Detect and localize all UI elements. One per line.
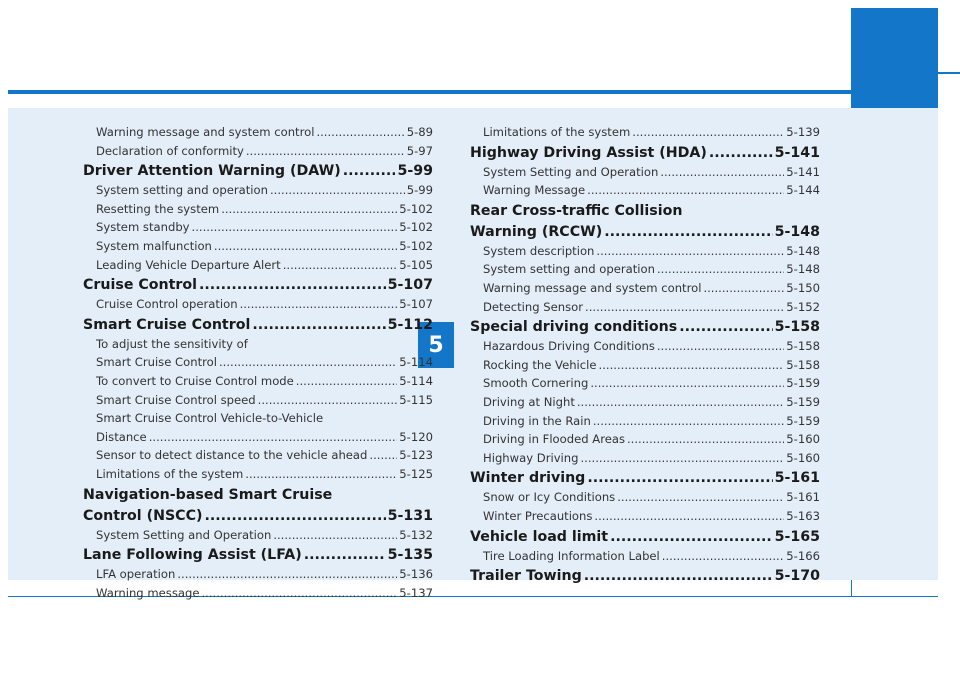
toc-page-number: 5-115 xyxy=(399,392,433,407)
toc-leader-dots xyxy=(221,200,397,219)
toc-subentry[interactable] xyxy=(470,374,820,393)
toc-entry-title: Distance xyxy=(96,429,147,444)
toc-leader-dots xyxy=(245,465,397,484)
toc-page-number: 5-152 xyxy=(786,299,820,314)
toc-entry-title: Smart Cruise Control xyxy=(96,355,217,370)
toc-leader-dots xyxy=(599,356,785,375)
toc-section-line[interactable]: Navigation-based Smart Cruise xyxy=(83,486,333,503)
toc-entry-title: System setting and operation xyxy=(96,183,268,198)
toc-leader-dots xyxy=(343,162,396,181)
toc-entry-title: System standby xyxy=(96,220,190,235)
toc-section-entry[interactable] xyxy=(470,318,820,337)
toc-page-number: 5-125 xyxy=(399,466,433,481)
toc-page-number: 5-150 xyxy=(786,280,820,295)
toc-subentry[interactable] xyxy=(470,507,820,526)
toc-subentry[interactable] xyxy=(470,163,820,182)
toc-leader-dots xyxy=(587,469,772,488)
toc-page-number: 5-160 xyxy=(786,450,820,465)
toc-page-number: 5-97 xyxy=(406,143,433,158)
toc-page-number: 5-161 xyxy=(786,490,820,505)
toc-leader-dots xyxy=(177,565,397,584)
toc-page-number: 5-89 xyxy=(406,125,433,139)
toc-page-number: 5-131 xyxy=(387,507,433,524)
toc-subentry[interactable] xyxy=(470,430,820,449)
toc-section-entry[interactable] xyxy=(470,144,820,163)
toc-leader-dots xyxy=(149,428,398,447)
toc-entry-title: Tire Loading Information Label xyxy=(483,548,660,563)
toc-subentry[interactable] xyxy=(470,279,820,298)
toc-subentry[interactable] xyxy=(83,565,433,584)
toc-page-number: 5-170 xyxy=(774,568,820,585)
toc-entry-title: LFA operation xyxy=(96,567,176,582)
chapter-tab: 5 xyxy=(418,322,454,368)
toc-entry-title: Warning message and system control xyxy=(96,125,315,139)
toc-subentry[interactable] xyxy=(470,449,820,468)
toc-subentry[interactable] xyxy=(83,372,433,391)
toc-leader-dots xyxy=(596,242,784,261)
toc-section-entry[interactable] xyxy=(470,528,820,547)
toc-leader-dots xyxy=(585,298,784,317)
toc-entry-title: Driving in Flooded Areas xyxy=(483,432,625,447)
toc-leader-dots xyxy=(199,276,386,295)
toc-leader-dots xyxy=(660,163,784,182)
toc-page-number: 5-132 xyxy=(399,527,433,542)
toc-page-number: 5-141 xyxy=(786,164,820,179)
toc-leader-dots xyxy=(252,316,385,335)
toc-column-left xyxy=(83,123,433,602)
toc-page-number: 5-148 xyxy=(786,243,820,258)
toc-entry-title: Hazardous Driving Conditions xyxy=(483,339,655,354)
header-rule xyxy=(8,90,938,94)
toc-subentry[interactable] xyxy=(83,428,433,447)
toc-leader-dots xyxy=(632,123,784,142)
toc-page-number: 5-123 xyxy=(399,448,433,463)
toc-subentry[interactable] xyxy=(470,412,820,431)
toc-page-number: 5-112 xyxy=(387,316,433,333)
toc-entry-title: Smooth Cornering xyxy=(483,376,589,391)
toc-entry-title: Smart Cruise Control xyxy=(83,316,251,333)
toc-subentry[interactable] xyxy=(470,337,820,356)
toc-entry-title: System malfunction xyxy=(96,238,212,253)
toc-entry-title: Declaration of conformity xyxy=(96,143,244,158)
toc-leader-dots xyxy=(201,584,397,603)
toc-leader-dots xyxy=(593,412,784,431)
toc-leader-dots xyxy=(369,446,397,465)
toc-leader-dots xyxy=(283,256,398,275)
toc-section-entry[interactable] xyxy=(470,223,820,242)
toc-section-entry[interactable] xyxy=(470,469,820,488)
toc-page-number: 5-163 xyxy=(786,508,820,523)
toc-section-entry[interactable] xyxy=(83,507,433,526)
toc-section-entry[interactable] xyxy=(83,162,433,181)
toc-page-number: 5-158 xyxy=(786,357,820,372)
toc-entry-title: Highway Driving xyxy=(483,450,579,465)
toc-section-entry[interactable] xyxy=(83,546,433,565)
toc-entry-title: Warning (RCCW) xyxy=(470,223,603,240)
toc-entry-title: Resetting the system xyxy=(96,201,220,216)
toc-entry-title: System Setting and Operation xyxy=(483,164,659,179)
toc-page-number: 5-148 xyxy=(774,223,820,240)
toc-subentry[interactable] xyxy=(470,356,820,375)
toc-subentry[interactable] xyxy=(83,256,433,275)
toc-page-number: 5-99 xyxy=(397,163,433,180)
toc-subentry[interactable] xyxy=(470,488,820,507)
toc-page-number: 5-160 xyxy=(786,432,820,447)
toc-page-number: 5-165 xyxy=(774,528,820,545)
toc-leader-dots xyxy=(270,181,405,200)
toc-entry-title: Driver Attention Warning (DAW) xyxy=(83,163,341,180)
toc-leader-dots xyxy=(584,567,773,586)
toc-page-number: 5-137 xyxy=(399,585,433,600)
toc-leader-dots xyxy=(627,430,784,449)
toc-leader-dots xyxy=(304,546,386,565)
toc-page-number: 5-102 xyxy=(399,201,433,216)
toc-entry-title: Driving at Night xyxy=(483,394,575,409)
toc-entry-title: Highway Driving Assist (HDA) xyxy=(470,144,707,161)
toc-leader-dots xyxy=(316,123,404,142)
toc-entry-title: Trailer Towing xyxy=(470,568,582,585)
toc-subentry[interactable] xyxy=(83,123,433,142)
toc-entry-title: To convert to Cruise Control mode xyxy=(96,373,294,388)
toc-entry-title: Rocking the Vehicle xyxy=(483,357,597,372)
toc-subentry[interactable] xyxy=(83,353,433,372)
toc-page-number: 5-159 xyxy=(786,376,820,391)
toc-page-number: 5-148 xyxy=(786,262,820,277)
toc-leader-dots xyxy=(590,374,784,393)
toc-subentry[interactable] xyxy=(83,295,433,314)
toc-leader-dots xyxy=(296,372,398,391)
toc-page-number: 5-159 xyxy=(786,413,820,428)
toc-leader-dots xyxy=(587,181,784,200)
toc-subentry[interactable] xyxy=(83,465,433,484)
toc-entry-title: Driving in the Rain xyxy=(483,413,591,428)
toc-section-line[interactable]: Rear Cross-traffic Collision xyxy=(470,202,683,219)
toc-page-number: 5-136 xyxy=(399,567,433,582)
toc-section-entry[interactable] xyxy=(83,316,433,335)
toc-subentry[interactable] xyxy=(470,393,820,412)
toc-entry-title: Warning message xyxy=(96,585,200,600)
toc-leader-dots xyxy=(657,337,784,356)
toc-leader-dots xyxy=(580,449,784,468)
toc-entry-title: Winter Precautions xyxy=(483,508,593,523)
toc-entry-title: Vehicle load limit xyxy=(470,528,609,545)
toc-page-number: 5-159 xyxy=(786,394,820,409)
toc-subentry[interactable] xyxy=(470,547,820,566)
toc-section-entry[interactable] xyxy=(83,276,433,295)
toc-entry-title: Smart Cruise Control speed xyxy=(96,392,256,407)
toc-page-number: 5-114 xyxy=(399,373,433,388)
toc-page-number: 5-141 xyxy=(774,144,820,161)
toc-entry-title: System setting and operation xyxy=(483,262,655,277)
toc-leader-dots xyxy=(192,218,398,237)
toc-entry-title: Special driving conditions xyxy=(470,319,678,336)
toc-entry-title: Lane Following Assist (LFA) xyxy=(83,547,302,564)
toc-subentry[interactable] xyxy=(83,446,433,465)
toc-page-number: 5-107 xyxy=(399,297,433,312)
toc-subentry[interactable] xyxy=(470,242,820,261)
toc-subentry[interactable] xyxy=(83,142,433,161)
toc-subentry-line[interactable]: Smart Cruise Control Vehicle-to-Vehicle xyxy=(96,411,324,426)
toc-page-number: 5-102 xyxy=(399,238,433,253)
toc-leader-dots xyxy=(610,528,773,547)
chapter-corner-block xyxy=(851,8,938,108)
toc-subentry[interactable] xyxy=(470,181,820,200)
toc-leader-dots xyxy=(594,507,784,526)
toc-subentry[interactable] xyxy=(83,391,433,410)
toc-section-entry[interactable] xyxy=(470,567,820,586)
toc-leader-dots xyxy=(662,547,785,566)
toc-entry-title: Winter driving xyxy=(470,470,586,487)
header-rule-right xyxy=(938,72,960,74)
toc-column-right xyxy=(470,123,820,586)
toc-page-number: 5-105 xyxy=(399,257,433,272)
toc-subentry[interactable] xyxy=(83,584,433,603)
toc-leader-dots xyxy=(246,142,405,161)
toc-page-number: 5-99 xyxy=(406,183,433,198)
toc-subentry-line[interactable]: To adjust the sensitivity of xyxy=(96,336,248,351)
toc-leader-dots xyxy=(679,318,772,337)
toc-entry-title: Sensor to detect distance to the vehicle ahead xyxy=(96,448,368,463)
toc-page-number: 5-166 xyxy=(786,548,820,563)
toc-entry-title: Limitations of the system xyxy=(483,125,631,139)
toc-subentry[interactable] xyxy=(470,298,820,317)
toc-leader-dots xyxy=(240,295,398,314)
toc-subentry[interactable] xyxy=(83,200,433,219)
toc-page-number: 5-135 xyxy=(387,547,433,564)
toc-entry-title: Limitations of the system xyxy=(96,466,244,481)
toc-entry-title: Control (NSCC) xyxy=(83,507,203,524)
toc-page-number: 5-120 xyxy=(399,429,433,444)
toc-subentry[interactable] xyxy=(470,260,820,279)
toc-leader-dots xyxy=(709,144,773,163)
toc-leader-dots xyxy=(204,507,385,526)
toc-leader-dots xyxy=(577,393,784,412)
toc-entry-title: System description xyxy=(483,243,595,258)
toc-entry-title: System Setting and Operation xyxy=(96,527,272,542)
toc-subentry[interactable] xyxy=(470,123,820,142)
toc-leader-dots xyxy=(604,223,772,242)
toc-page-number: 5-144 xyxy=(786,183,820,198)
toc-entry-title: Cruise Control xyxy=(83,277,198,294)
toc-entry-title: Snow or Icy Conditions xyxy=(483,490,616,505)
toc-leader-dots xyxy=(219,353,397,372)
toc-entry-title: Warning message and system control xyxy=(483,280,702,295)
toc-leader-dots xyxy=(617,488,784,507)
toc-page-number: 5-102 xyxy=(399,220,433,235)
toc-entry-title: Leading Vehicle Departure Alert xyxy=(96,257,281,272)
toc-leader-dots xyxy=(258,391,398,410)
toc-entry-title: Cruise Control operation xyxy=(96,297,238,312)
toc-page-number: 5-161 xyxy=(774,470,820,487)
toc-entry-title: Detecting Sensor xyxy=(483,299,584,314)
toc-subentry[interactable] xyxy=(83,181,433,200)
toc-page-number: 5-158 xyxy=(786,339,820,354)
toc-leader-dots xyxy=(703,279,784,298)
toc-subentry[interactable] xyxy=(83,218,433,237)
toc-entry-title: Warning Message xyxy=(483,183,586,198)
toc-page-number: 5-107 xyxy=(387,277,433,294)
toc-leader-dots xyxy=(657,260,784,279)
toc-page-number: 5-139 xyxy=(786,125,820,139)
toc-leader-dots xyxy=(273,526,397,545)
toc-page-number: 5-114 xyxy=(399,355,433,370)
toc-leader-dots xyxy=(214,237,397,256)
toc-subentry[interactable] xyxy=(83,526,433,545)
toc-subentry[interactable] xyxy=(83,237,433,256)
toc-page-number: 5-158 xyxy=(774,319,820,336)
